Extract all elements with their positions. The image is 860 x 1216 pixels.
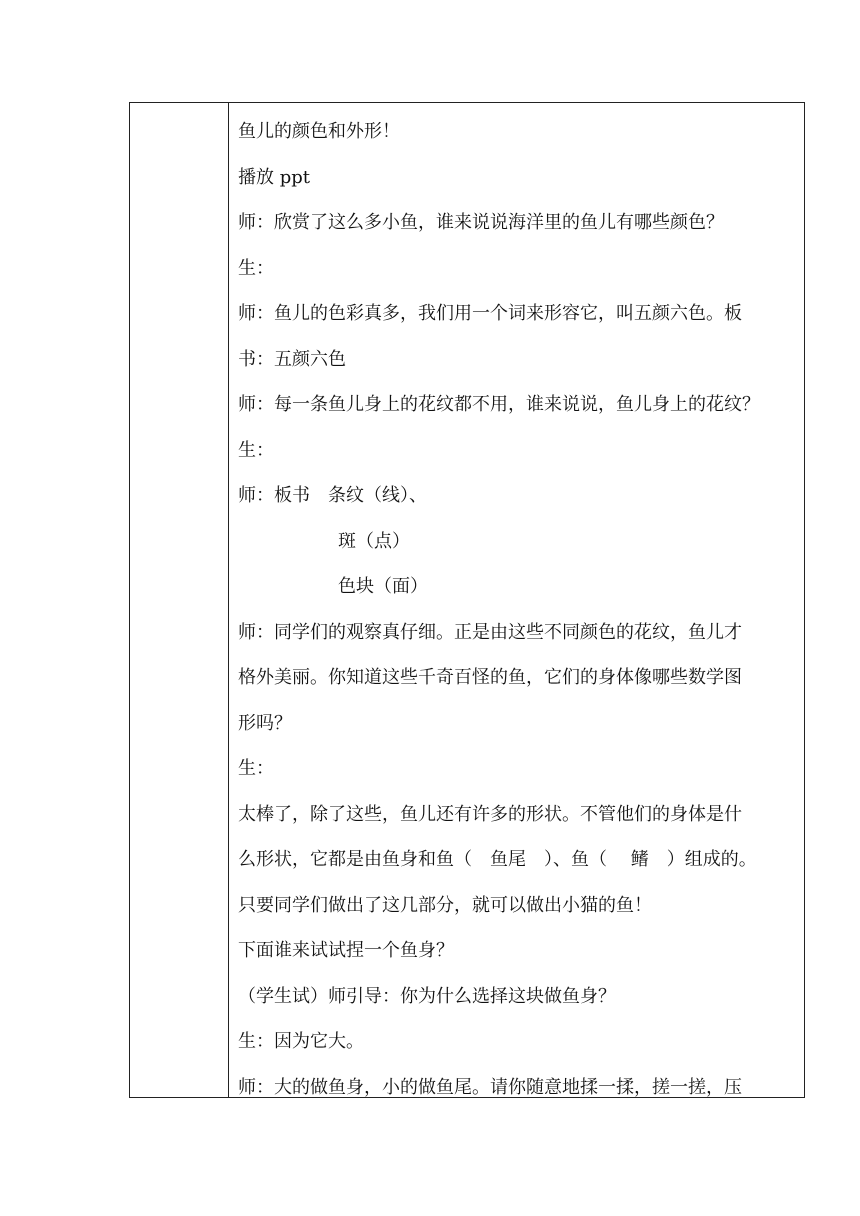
- text-line: 师：大的做鱼身，小的做鱼尾。请你随意地揉一揉，搓一搓，压: [238, 1076, 742, 1098]
- text-line: 师：每一条鱼儿身上的花纹都不用，谁来说说，鱼儿身上的花纹？: [238, 394, 760, 415]
- text-line: （学生试）师引导：你为什么选择这块做鱼身？: [238, 985, 616, 1007]
- text-line: 生：: [238, 758, 274, 779]
- text-line: 师：鱼儿的色彩真多，我们用一个词来形容它，叫五颜六色。板: [238, 303, 742, 324]
- text-line: 斑（点）: [338, 530, 410, 552]
- text-line: 师：板书 条纹（线）、: [238, 485, 427, 506]
- text-line: 只要同学们做出了这几部分，就可以做出小猫的鱼！: [238, 894, 652, 916]
- text-line: 形吗？: [238, 712, 292, 734]
- text-line: 鱼儿的颜色和外形！: [238, 121, 400, 142]
- text-line: 师：欣赏了这么多小鱼，谁来说说海洋里的鱼儿有哪些颜色？: [238, 212, 724, 233]
- text-line: 书：五颜六色: [238, 348, 346, 370]
- text-line: 太棒了，除了这些，鱼儿还有许多的形状。不管他们的身体是什: [238, 803, 742, 825]
- text-line: 么形状，它都是由鱼身和鱼（ 鱼尾 ）、鱼（ 鳍 ）组成的。: [238, 849, 757, 870]
- lesson-table: [129, 102, 805, 1098]
- column-divider: [228, 103, 229, 1097]
- text-line: 生：: [238, 439, 274, 461]
- lesson-content-cell: [238, 109, 800, 1110]
- text-line: 下面谁来试试捏一个鱼身？: [238, 940, 454, 961]
- text-line: 师：同学们的观察真仔细。正是由这些不同颜色的花纹，鱼儿才: [238, 621, 742, 643]
- text-line: 色块（面）: [338, 576, 428, 597]
- text-line: 生：: [238, 257, 274, 279]
- text-line: 格外美丽。你知道这些千奇百怪的鱼，它们的身体像哪些数学图: [238, 667, 742, 688]
- text-line: 播放 ppt: [238, 166, 310, 188]
- text-line: 生：因为它大。: [238, 1031, 364, 1052]
